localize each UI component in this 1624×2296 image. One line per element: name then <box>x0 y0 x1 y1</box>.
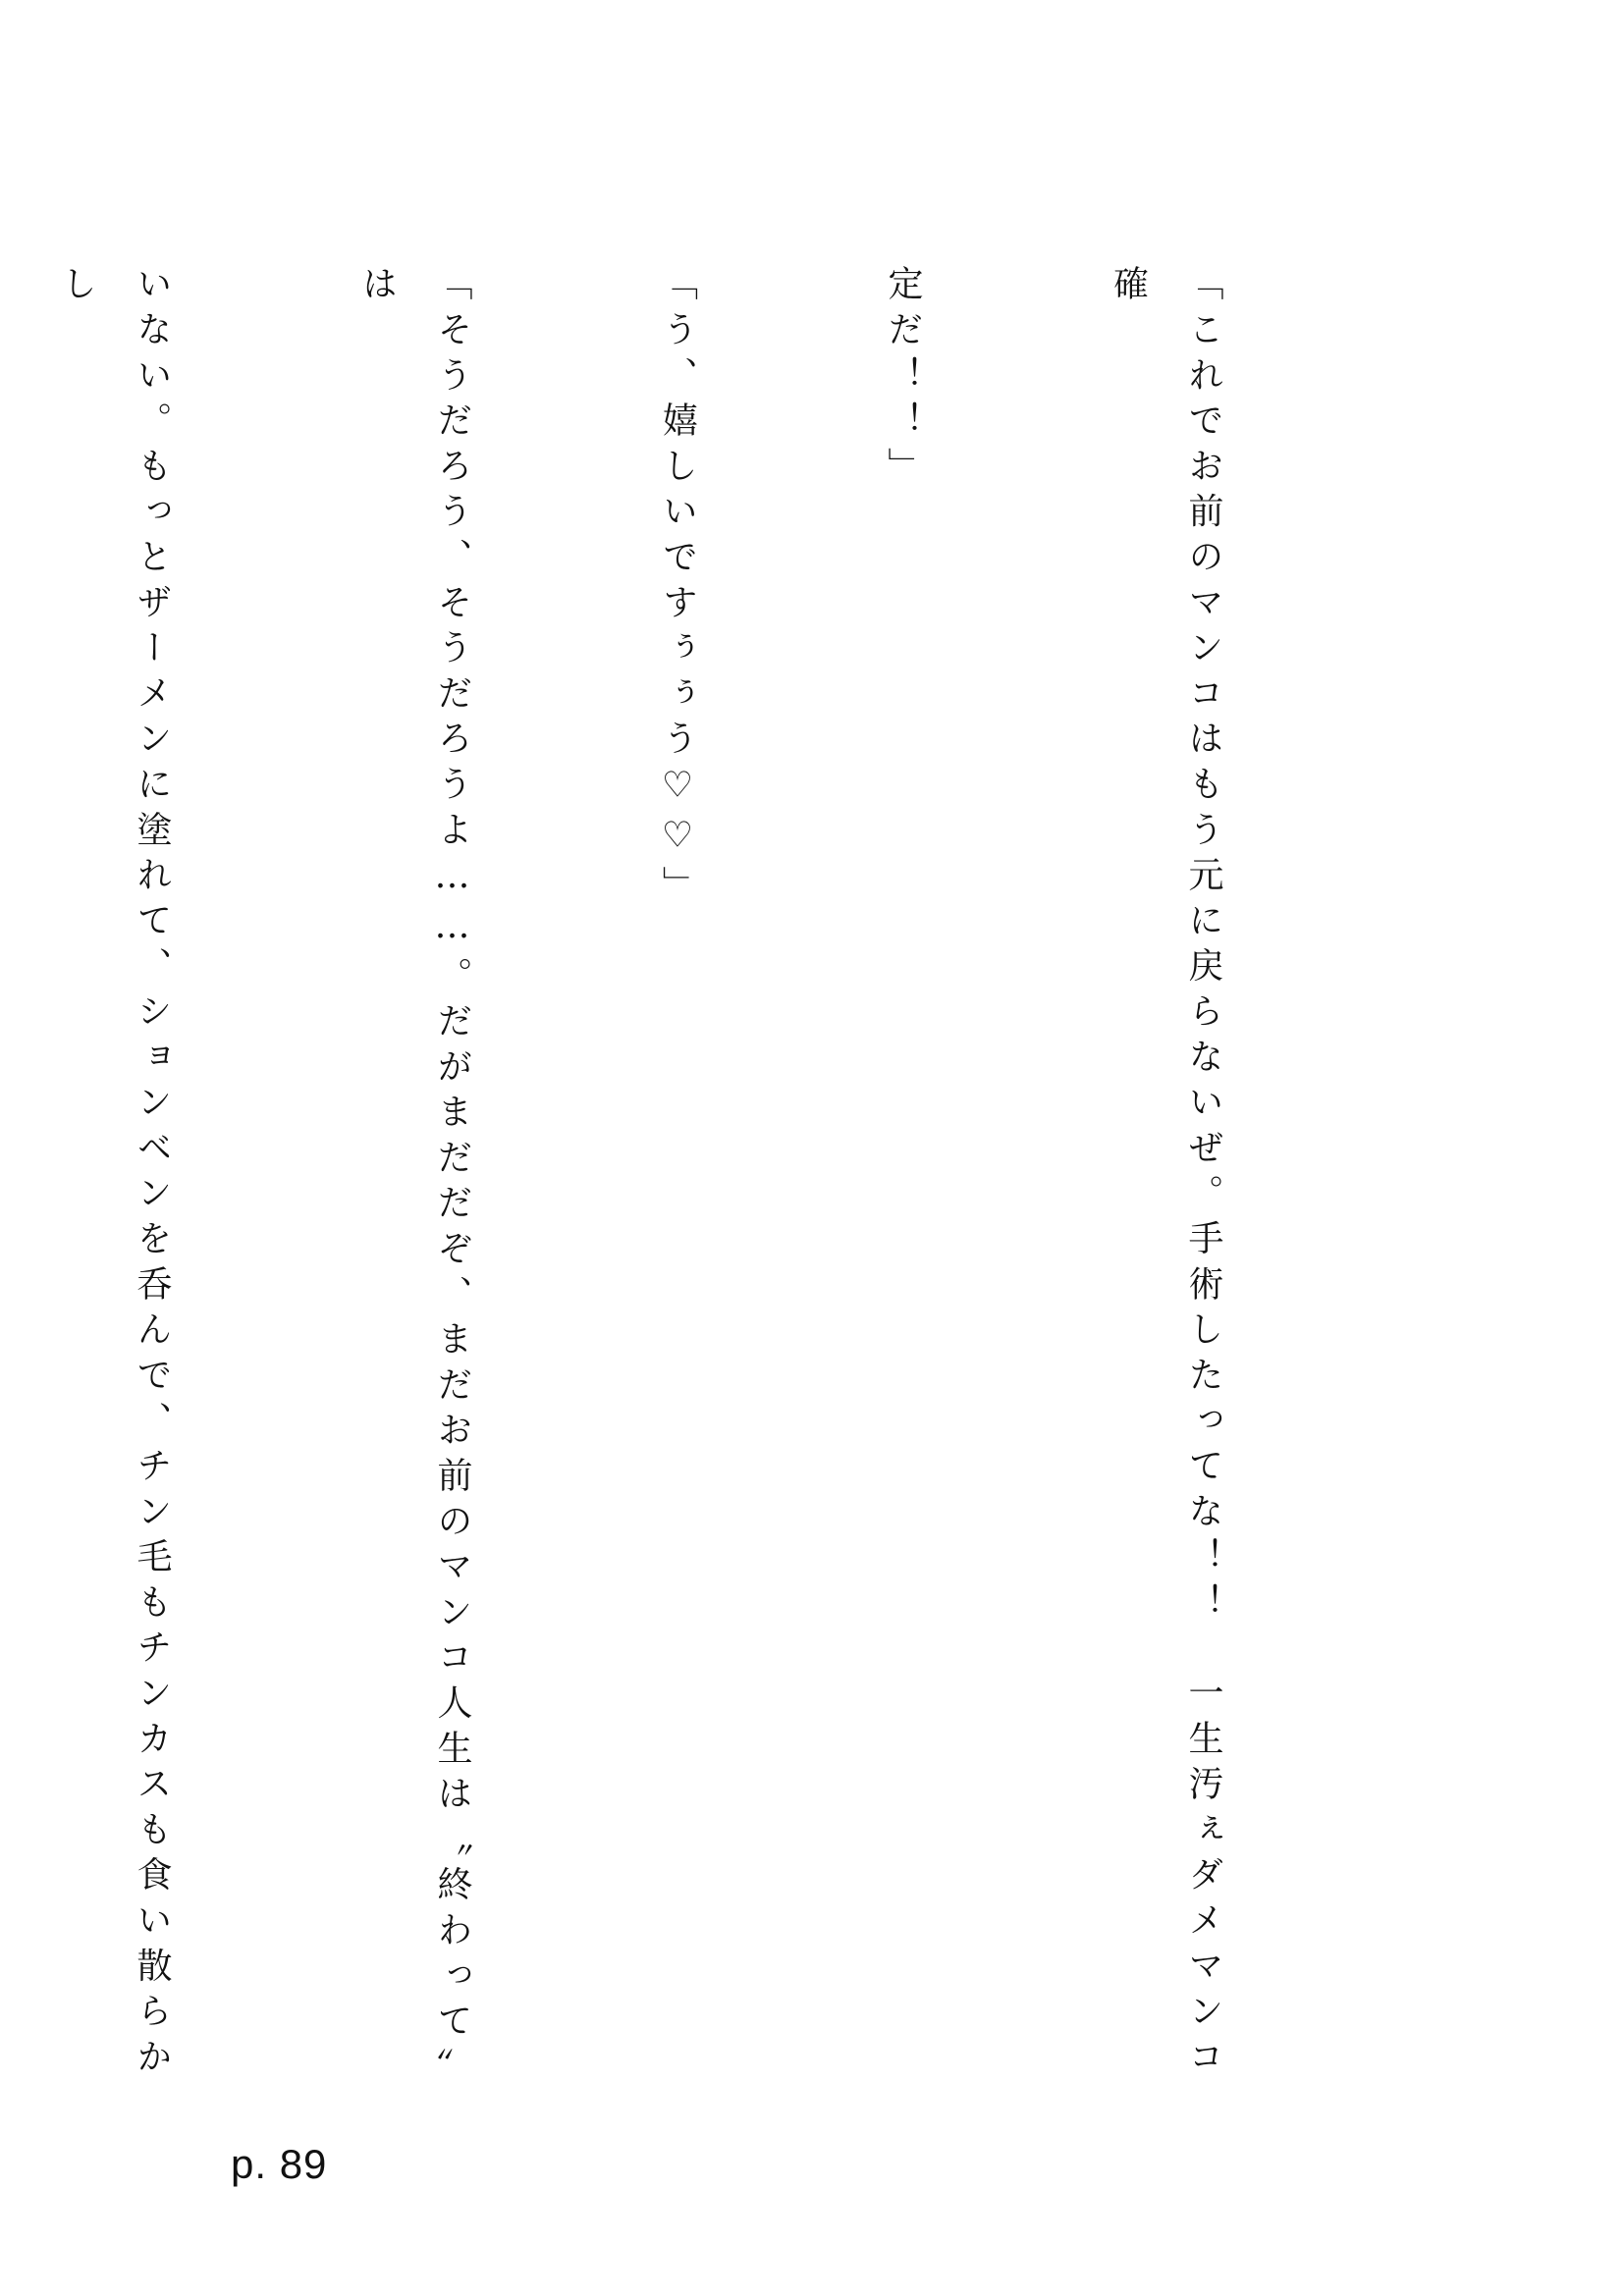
text-line-1: 「これでお前のマンコはもう元に戻らないぜ。手術したってな！！ 一生汚ぇダメマンコ確 <box>1108 265 1223 2083</box>
text-line-2: 定だ！！」 <box>883 265 923 493</box>
page-number: p. 89 <box>231 2141 328 2187</box>
vertical-text-body <box>0 265 1390 2091</box>
text-line-3: 「う、嬉しいですぅぅう♡♡」 <box>657 265 698 912</box>
text-line-5: いない。もっとザーメンに塗れて、ションベンを呑んで、チン毛もチンカスも食い散らかし <box>56 265 172 2083</box>
text-line-4: 「そうだろう、そうだろうよ……。だがまだだぞ、まだお前のマンコ人生は〝終わって〟は <box>356 265 472 2075</box>
